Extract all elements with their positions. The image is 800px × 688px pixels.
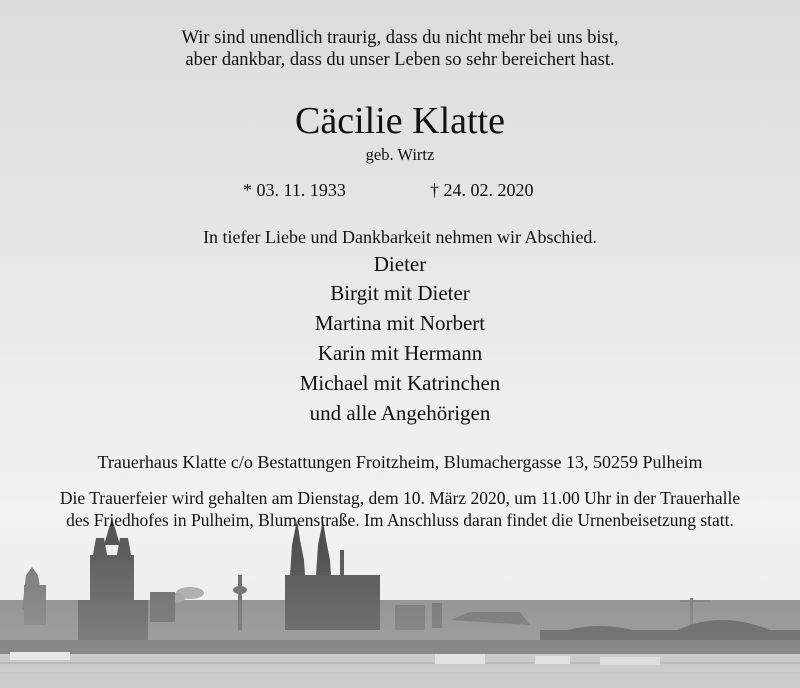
mourner-name: Dieter [373, 252, 427, 276]
mourner-name: Michael mit Katrinchen [299, 371, 501, 395]
ceremony-line-1: Die Trauerfeier wird gehalten am Dienstag, dem 10. März 2020, um 11.00 Uhr in der Trauerhalle [59, 488, 741, 508]
intro-line-1: Wir sind unendlich traurig, dass du nicht mehr bei uns bist, [181, 28, 619, 48]
intro-line-2: aber dankbar, dass du unser Leben so sehr bereichert hast. [185, 50, 615, 70]
death-date: † 24. 02. 2020 [430, 180, 534, 200]
mourner-closing: und alle Angehörigen [309, 401, 491, 425]
birth-date: * 03. 11. 1933 [243, 180, 346, 200]
farewell-text: In tiefer Liebe und Dankbarkeit nehmen wir Abschied. [203, 227, 597, 247]
ceremony-notice [0, 487, 800, 531]
mourning-house-address: Trauerhaus Klatte c/o Bestattungen Froitzheim, Blumachergasse 13, 50259 Pulheim [97, 452, 703, 472]
deceased-name: Cäcilie Klatte [295, 100, 505, 142]
intro-text [0, 27, 800, 71]
mourner-name: Martina mit Norbert [314, 311, 486, 335]
mourner-name: Birgit mit Dieter [330, 281, 470, 305]
mourner-name: Karin mit Hermann [317, 341, 483, 365]
ceremony-line-2: des Friedhofes in Pulheim, Blumenstraße. Im Anschluss daran findet die Urnenbeisetzung statt. [66, 510, 734, 530]
maiden-name: geb. Wirtz [365, 145, 435, 164]
